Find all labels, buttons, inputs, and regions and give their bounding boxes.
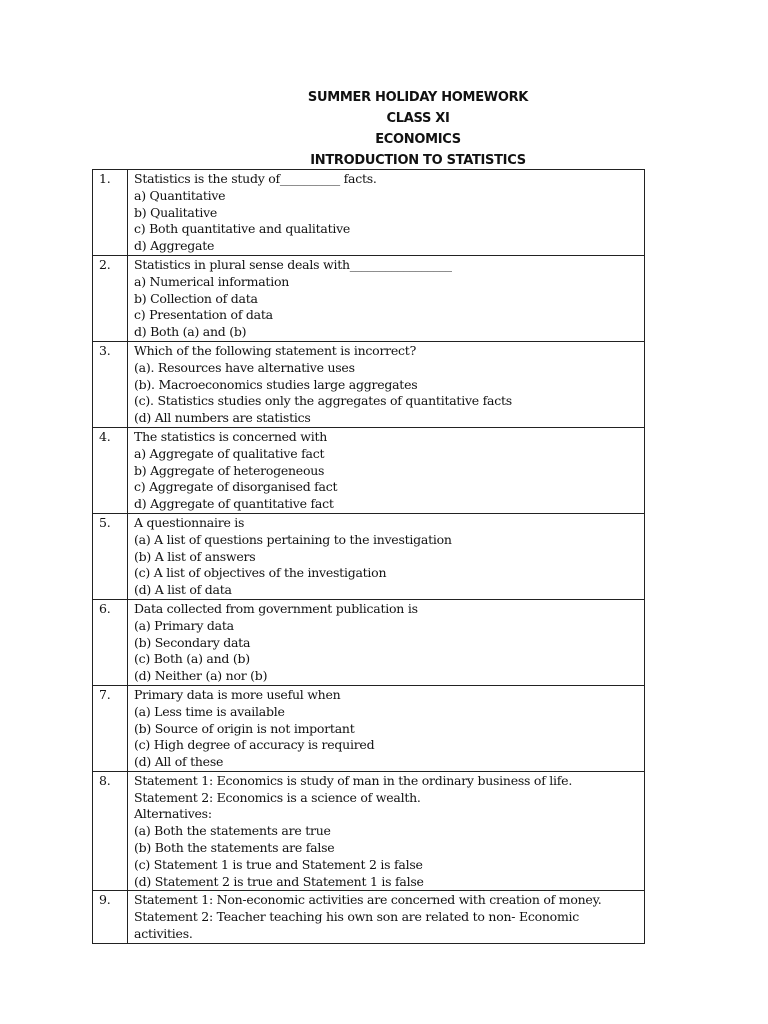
question-number: 7.	[93, 685, 128, 771]
option: (d) Statement 2 is true and Statement 1 is false	[134, 873, 424, 889]
option: (a) Less time is available	[134, 703, 285, 719]
question-text: A questionnaire is	[134, 514, 245, 530]
question-number: 2.	[93, 255, 128, 341]
question-number: 4.	[93, 427, 128, 513]
question-row	[93, 513, 645, 599]
question-body	[128, 771, 645, 891]
option: c) Aggregate of disorganised fact	[134, 479, 338, 495]
question-text: Which of the following statement is incorrect?	[134, 342, 417, 358]
option: (b) Source of origin is not important	[134, 720, 355, 736]
option: (b) Secondary data	[134, 634, 251, 650]
option: (b) Both the statements are false	[134, 840, 335, 856]
option: a) Aggregate of qualitative fact	[134, 445, 325, 461]
question-number: 5.	[93, 513, 128, 599]
statement-1: Statement 1: Non-economic activities are concerned with creation of money.	[134, 892, 602, 908]
option: (b). Macroeconomics studies large aggregates	[134, 376, 418, 392]
question-body	[128, 255, 645, 341]
question-text: Statistics in plural sense deals with_________________	[134, 256, 452, 272]
document-header	[0, 87, 768, 171]
question-row	[93, 341, 645, 427]
option: d) Aggregate of quantitative fact	[134, 496, 334, 512]
option: (c). Statistics studies only the aggregates of quantitative facts	[134, 393, 512, 409]
option: (d) All numbers are statistics	[134, 410, 311, 426]
option: d) Aggregate	[134, 238, 215, 254]
option: a) Numerical information	[134, 273, 290, 289]
header-title: SUMMER HOLIDAY HOMEWORK	[307, 90, 529, 105]
option: b) Collection of data	[134, 290, 258, 306]
question-body	[128, 599, 645, 685]
question-number: 9.	[93, 891, 128, 943]
question-number: 1.	[93, 170, 128, 256]
statement-2: Statement 2: Economics is a science of wealth.	[134, 789, 421, 805]
header-subject: ECONOMICS	[375, 132, 461, 147]
option: (a) Both the statements are true	[134, 823, 331, 839]
option: (a) Primary data	[134, 617, 234, 633]
question-row	[93, 599, 645, 685]
question-row	[93, 427, 645, 513]
question-body	[128, 170, 645, 256]
option: d) Both (a) and (b)	[134, 324, 247, 340]
question-number: 8.	[93, 771, 128, 891]
question-row	[93, 685, 645, 771]
question-body	[128, 685, 645, 771]
option: c) Both quantitative and qualitative	[134, 221, 351, 237]
option: (d) All of these	[134, 754, 224, 770]
option: b) Aggregate of heterogeneous	[134, 462, 325, 478]
option: (d) A list of data	[134, 582, 232, 598]
question-body	[128, 427, 645, 513]
question-body	[128, 513, 645, 599]
question-row	[93, 891, 645, 943]
question-text: Statistics is the study of__________ facts.	[134, 171, 377, 186]
option: (d) Neither (a) nor (b)	[134, 668, 268, 684]
option: (c) Both (a) and (b)	[134, 651, 250, 667]
option: (b) A list of answers	[134, 548, 256, 564]
option: c) Presentation of data	[134, 307, 273, 323]
alternatives-label: Alternatives:	[134, 806, 212, 822]
question-number: 6.	[93, 599, 128, 685]
option: (a). Resources have alternative uses	[134, 359, 355, 375]
statement-2: Statement 2: Teacher teaching his own son are related to non- Economic activities.	[134, 909, 580, 942]
question-text: Primary data is more useful when	[134, 686, 341, 702]
question-row	[93, 255, 645, 341]
option: b) Qualitative	[134, 204, 218, 220]
question-row	[93, 771, 645, 891]
option: (c) A list of objectives of the investigation	[134, 565, 387, 581]
option: (c) High degree of accuracy is required	[134, 737, 375, 753]
header-class: CLASS XI	[386, 111, 450, 126]
option: (a) A list of questions pertaining to the investigation	[134, 531, 452, 547]
question-number: 3.	[93, 341, 128, 427]
question-body	[128, 891, 645, 943]
option: (c) Statement 1 is true and Statement 2 is false	[134, 856, 423, 872]
questions-table	[92, 169, 645, 944]
question-text: Data collected from government publication is	[134, 600, 418, 616]
question-body	[128, 341, 645, 427]
statement-1: Statement 1: Economics is study of man in the ordinary business of life.	[134, 772, 573, 788]
question-text: The statistics is concerned with	[134, 428, 328, 444]
option: a) Quantitative	[134, 187, 226, 203]
question-row	[93, 170, 645, 256]
header-topic: INTRODUCTION TO STATISTICS	[310, 153, 526, 168]
